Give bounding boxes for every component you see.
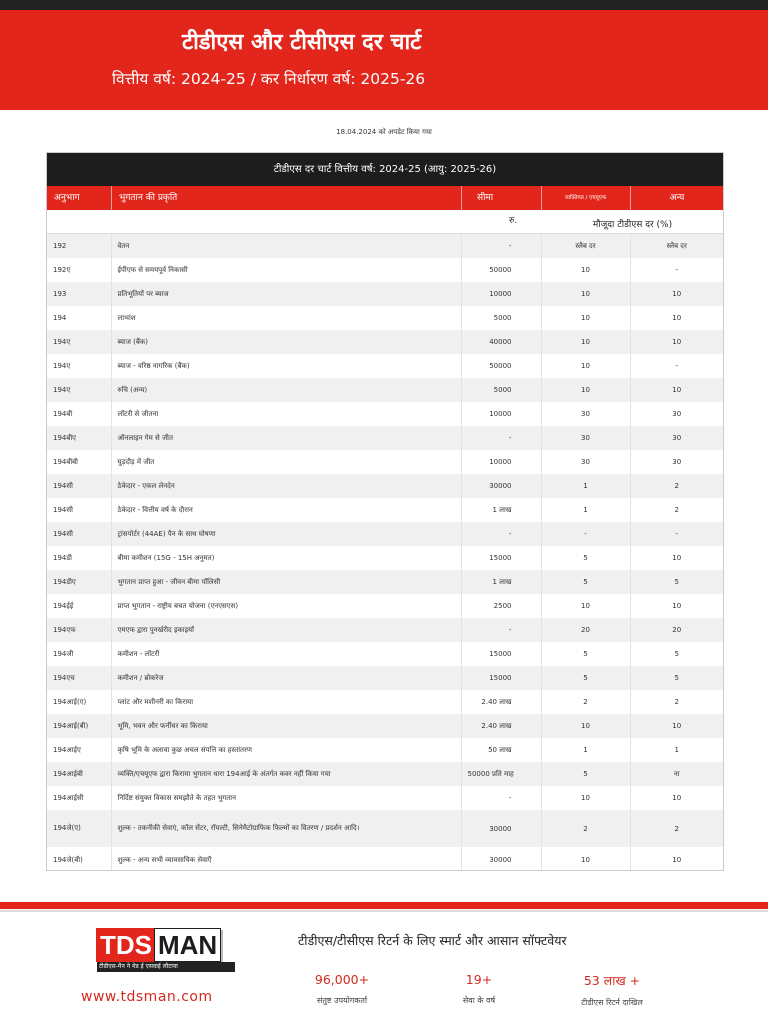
row-limit: 2500: [461, 594, 541, 618]
row-section: 194बीए: [47, 426, 111, 450]
table-row: [47, 762, 723, 786]
row-section: 192: [47, 234, 111, 258]
row-rate-other: 30: [630, 426, 723, 450]
row-section: 194बी: [47, 402, 111, 426]
row-nature: कृषि भूमि के अलावा कुछ अचल संपत्ति का हस्तांतरण: [111, 738, 461, 762]
row-rate-other: 10: [630, 594, 723, 618]
row-section: 194ए: [47, 354, 111, 378]
stat-label: टीडीएस रिटर्न दाखिल: [581, 998, 643, 1007]
row-limit: 30000: [461, 810, 541, 847]
row-rate-other: 10: [630, 378, 723, 402]
header-divider: [541, 186, 542, 210]
row-section: 194जे(ए): [47, 810, 111, 847]
row-section: 194आईए: [47, 738, 111, 762]
row-limit: -: [461, 234, 541, 258]
row-rate-other: 2: [630, 474, 723, 498]
footer-red-bar: [0, 902, 768, 909]
row-rate-individual: 5: [541, 642, 630, 666]
row-nature: ईपीएफ से समयपूर्व निकासी: [111, 258, 461, 282]
row-rate-other: 20: [630, 618, 723, 642]
row-rate-individual: 5: [541, 666, 630, 690]
table-row: [47, 450, 723, 474]
row-nature: शुल्क - तकनीकी सेवाएं, कॉल सेंटर, रॉयल्टी, सिनेमैटोग्राफिक फिल्मों का वितरण / प्रदर्शन आदि।: [111, 810, 461, 847]
row-rate-individual: 30: [541, 426, 630, 450]
row-limit: -: [461, 426, 541, 450]
row-limit: -: [461, 522, 541, 546]
row-nature: भुगतान प्राप्त हुआ - जीवन बीमा पॉलिसी: [111, 570, 461, 594]
table-row: [47, 810, 723, 847]
row-rate-individual: 10: [541, 714, 630, 738]
table-row: [47, 330, 723, 354]
table-row: [47, 354, 723, 378]
row-rate-individual: 1: [541, 738, 630, 762]
row-rate-other: 10: [630, 330, 723, 354]
row-rate-individual: 10: [541, 354, 630, 378]
row-rate-individual: 10: [541, 847, 630, 871]
table-row: [47, 570, 723, 594]
row-limit: 5000: [461, 306, 541, 330]
header-banner: [0, 10, 768, 110]
row-section: 194आई(बी): [47, 714, 111, 738]
row-limit: 2.40 लाख: [461, 714, 541, 738]
row-rate-individual: 1: [541, 498, 630, 522]
stat-years: [423, 972, 535, 1006]
row-rate-other: 5: [630, 666, 723, 690]
stat-label: संतुष्ट उपयोगकर्ता: [316, 996, 368, 1005]
table-row: [47, 690, 723, 714]
header-section: अनुभाग: [54, 193, 80, 203]
row-rate-other: -: [630, 354, 723, 378]
row-nature: ब्याज - वरिष्ठ नागरिक (बैंक): [111, 354, 461, 378]
row-section: 194डी: [47, 546, 111, 570]
table-caption: टीडीएस दर चार्ट वित्तीय वर्ष: 2024-25 (आयु: 2025-26): [47, 153, 723, 186]
row-rate-individual: 10: [541, 594, 630, 618]
row-nature: ट्रांसपोर्टर (44AE) पैन के साथ घोषणा: [111, 522, 461, 546]
website-link[interactable]: www.tdsman.com: [81, 989, 213, 1005]
table-row: [47, 738, 723, 762]
row-section: 194बीबी: [47, 450, 111, 474]
row-nature: कमीशन - लॉटरी: [111, 642, 461, 666]
row-nature: भूमि, भवन और फर्नीचर का किराया: [111, 714, 461, 738]
row-rate-other: ना: [630, 762, 723, 786]
row-rate-individual: 1: [541, 474, 630, 498]
row-nature: निर्दिष्ट संयुक्त विकास समझौते के तहत भुगतान: [111, 786, 461, 810]
row-limit: 30000: [461, 847, 541, 871]
row-rate-other: 10: [630, 786, 723, 810]
table-row: [47, 642, 723, 666]
row-rate-other: 5: [630, 642, 723, 666]
currency-label: रु.: [509, 216, 518, 226]
row-section: 193: [47, 282, 111, 306]
row-limit: 1 लाख: [461, 570, 541, 594]
row-rate-other: स्लैब दर: [630, 234, 723, 258]
row-nature: घुड़दौड़ में जीत: [111, 450, 461, 474]
table-subheader-row: [47, 210, 723, 234]
row-nature: ठेकेदार - एकल लेनदेन: [111, 474, 461, 498]
table-row: [47, 546, 723, 570]
row-limit: -: [461, 786, 541, 810]
row-nature: शुल्क - अन्य सभी व्यावसायिक सेवाएँ: [111, 847, 461, 871]
table-row: [47, 402, 723, 426]
row-nature: ऑनलाइन गेम से जीत: [111, 426, 461, 450]
row-rate-other: 10: [630, 306, 723, 330]
tdsman-logo: [96, 928, 221, 962]
row-limit: -: [461, 618, 541, 642]
row-section: 194सी: [47, 474, 111, 498]
stat-value: 19+: [465, 972, 493, 987]
row-nature: प्रतिभूतियों पर ब्याज: [111, 282, 461, 306]
header-nature: भुगतान की प्रकृति: [119, 193, 178, 203]
row-rate-other: 2: [630, 498, 723, 522]
table-row: [47, 666, 723, 690]
row-rate-individual: 10: [541, 330, 630, 354]
row-rate-individual: 20: [541, 618, 630, 642]
row-nature: प्राप्त भुगतान - राष्ट्रीय बचत योजना (एनएसएस): [111, 594, 461, 618]
header-individual: व्यक्तिगत / एचयूएफ: [564, 195, 607, 201]
row-section: 194एच: [47, 666, 111, 690]
table-row: [47, 714, 723, 738]
table-row: [47, 618, 723, 642]
row-nature: रुचि (अन्य): [111, 378, 461, 402]
row-limit: 40000: [461, 330, 541, 354]
row-nature: लाभांश: [111, 306, 461, 330]
row-limit: 15000: [461, 642, 541, 666]
row-section: 194आईसी: [47, 786, 111, 810]
row-rate-other: 10: [630, 546, 723, 570]
row-rate-individual: 30: [541, 402, 630, 426]
row-limit: 50000 प्रति माह: [461, 762, 541, 786]
row-rate-individual: स्लैब दर: [541, 234, 630, 258]
row-rate-other: 10: [630, 282, 723, 306]
row-rate-individual: 5: [541, 546, 630, 570]
row-rate-individual: 5: [541, 762, 630, 786]
footer-divider: [0, 910, 768, 912]
row-section: 194सी: [47, 522, 111, 546]
row-limit: 15000: [461, 546, 541, 570]
row-limit: 5000: [461, 378, 541, 402]
header-divider: [111, 186, 112, 210]
current-rate-label: मौजूदा टीडीएस दर (%): [592, 220, 673, 230]
row-rate-individual: 30: [541, 450, 630, 474]
table-row: [47, 522, 723, 546]
row-section: 194जे(बी): [47, 847, 111, 871]
stat-value: 53 लाख +: [583, 973, 641, 988]
row-limit: 50 लाख: [461, 738, 541, 762]
row-rate-individual: 5: [541, 570, 630, 594]
row-rate-other: 5: [630, 570, 723, 594]
table-row: [47, 474, 723, 498]
stat-returns: [552, 972, 672, 1008]
row-section: 194: [47, 306, 111, 330]
row-limit: 15000: [461, 666, 541, 690]
row-section: 194आईबी: [47, 762, 111, 786]
row-section: 194डीए: [47, 570, 111, 594]
row-nature: कमीशन / ब्रोकरेज: [111, 666, 461, 690]
top-strip: [0, 0, 768, 10]
row-rate-other: 2: [630, 690, 723, 714]
row-limit: 2.40 लाख: [461, 690, 541, 714]
row-nature: ब्याज (बैंक): [111, 330, 461, 354]
row-section: 194ईई: [47, 594, 111, 618]
row-rate-other: 10: [630, 714, 723, 738]
header-limit: सीमा: [477, 193, 494, 203]
row-rate-individual: -: [541, 522, 630, 546]
rates-table-body: [47, 234, 723, 871]
table-row: [47, 498, 723, 522]
row-nature: बीमा कमीशन (15G - 15H अनुमत): [111, 546, 461, 570]
table-row: [47, 594, 723, 618]
table-row: [47, 847, 723, 871]
header-divider: [461, 186, 462, 210]
row-nature: एमएफ द्वारा पुनर्खरीद इकाइयाँ: [111, 618, 461, 642]
row-section: 194एफ: [47, 618, 111, 642]
row-rate-other: 2: [630, 810, 723, 847]
tds-rate-table: [46, 152, 724, 871]
row-rate-individual: 10: [541, 786, 630, 810]
table-row: [47, 786, 723, 810]
row-limit: 10000: [461, 450, 541, 474]
table-row: [47, 234, 723, 258]
table-header-row: [47, 186, 723, 210]
row-limit: 30000: [461, 474, 541, 498]
table-row: [47, 426, 723, 450]
row-limit: 10000: [461, 402, 541, 426]
row-rate-individual: 10: [541, 258, 630, 282]
stat-value: 96,000+: [314, 972, 370, 987]
row-nature: लॉटरी से जीतना: [111, 402, 461, 426]
stat-label: सेवा के वर्ष: [462, 996, 496, 1005]
row-nature: व्यक्ति/एचयूएफ द्वारा किराया भुगतान धारा 194आई के अंतर्गत कवर नहीं किया गया: [111, 762, 461, 786]
header-divider: [630, 186, 631, 210]
row-section: 192ए: [47, 258, 111, 282]
table-row: [47, 282, 723, 306]
product-tagline: टीडीएस/टीसीएस रिटर्न के लिए स्मार्ट और आसान सॉफ्टवेयर: [298, 933, 567, 948]
header-other: अन्य: [669, 193, 685, 203]
row-rate-other: -: [630, 522, 723, 546]
row-rate-individual: 2: [541, 810, 630, 847]
row-nature: ठेकेदार - वित्तीय वर्ष के दौरान: [111, 498, 461, 522]
logo-text-man: MAN: [154, 928, 221, 962]
table-row: [47, 306, 723, 330]
row-section: 194ए: [47, 330, 111, 354]
row-rate-other: 30: [630, 402, 723, 426]
row-nature: प्लांट और मशीनरी का किराया: [111, 690, 461, 714]
row-section: 194आई(ए): [47, 690, 111, 714]
row-rate-individual: 2: [541, 690, 630, 714]
row-limit: 10000: [461, 282, 541, 306]
table-row: [47, 378, 723, 402]
logo-text-tds: TDS: [96, 928, 154, 962]
row-rate-other: -: [630, 258, 723, 282]
row-limit: 50000: [461, 354, 541, 378]
row-section: 194सी: [47, 498, 111, 522]
updated-note: 18.04.2024 को अपडेट किया गया: [336, 128, 432, 136]
row-section: 194ए: [47, 378, 111, 402]
table-row: [47, 258, 723, 282]
stat-users: [300, 972, 384, 1006]
row-rate-individual: 10: [541, 378, 630, 402]
logo-tagline: टीडीएस-मैन ने मेड ई एसवाई लौटाया: [97, 962, 235, 972]
row-rate-individual: 10: [541, 306, 630, 330]
row-rate-individual: 10: [541, 282, 630, 306]
row-rate-other: 30: [630, 450, 723, 474]
row-section: 194जी: [47, 642, 111, 666]
row-rate-other: 10: [630, 847, 723, 871]
row-nature: वेतन: [111, 234, 461, 258]
page-title: टीडीएस और टीसीएस दर चार्ट: [182, 30, 422, 55]
row-rate-other: 1: [630, 738, 723, 762]
row-limit: 50000: [461, 258, 541, 282]
row-limit: 1 लाख: [461, 498, 541, 522]
page-subtitle: वित्तीय वर्ष: 2024-25 / कर निर्धारण वर्ष: 2025-26: [112, 70, 426, 88]
